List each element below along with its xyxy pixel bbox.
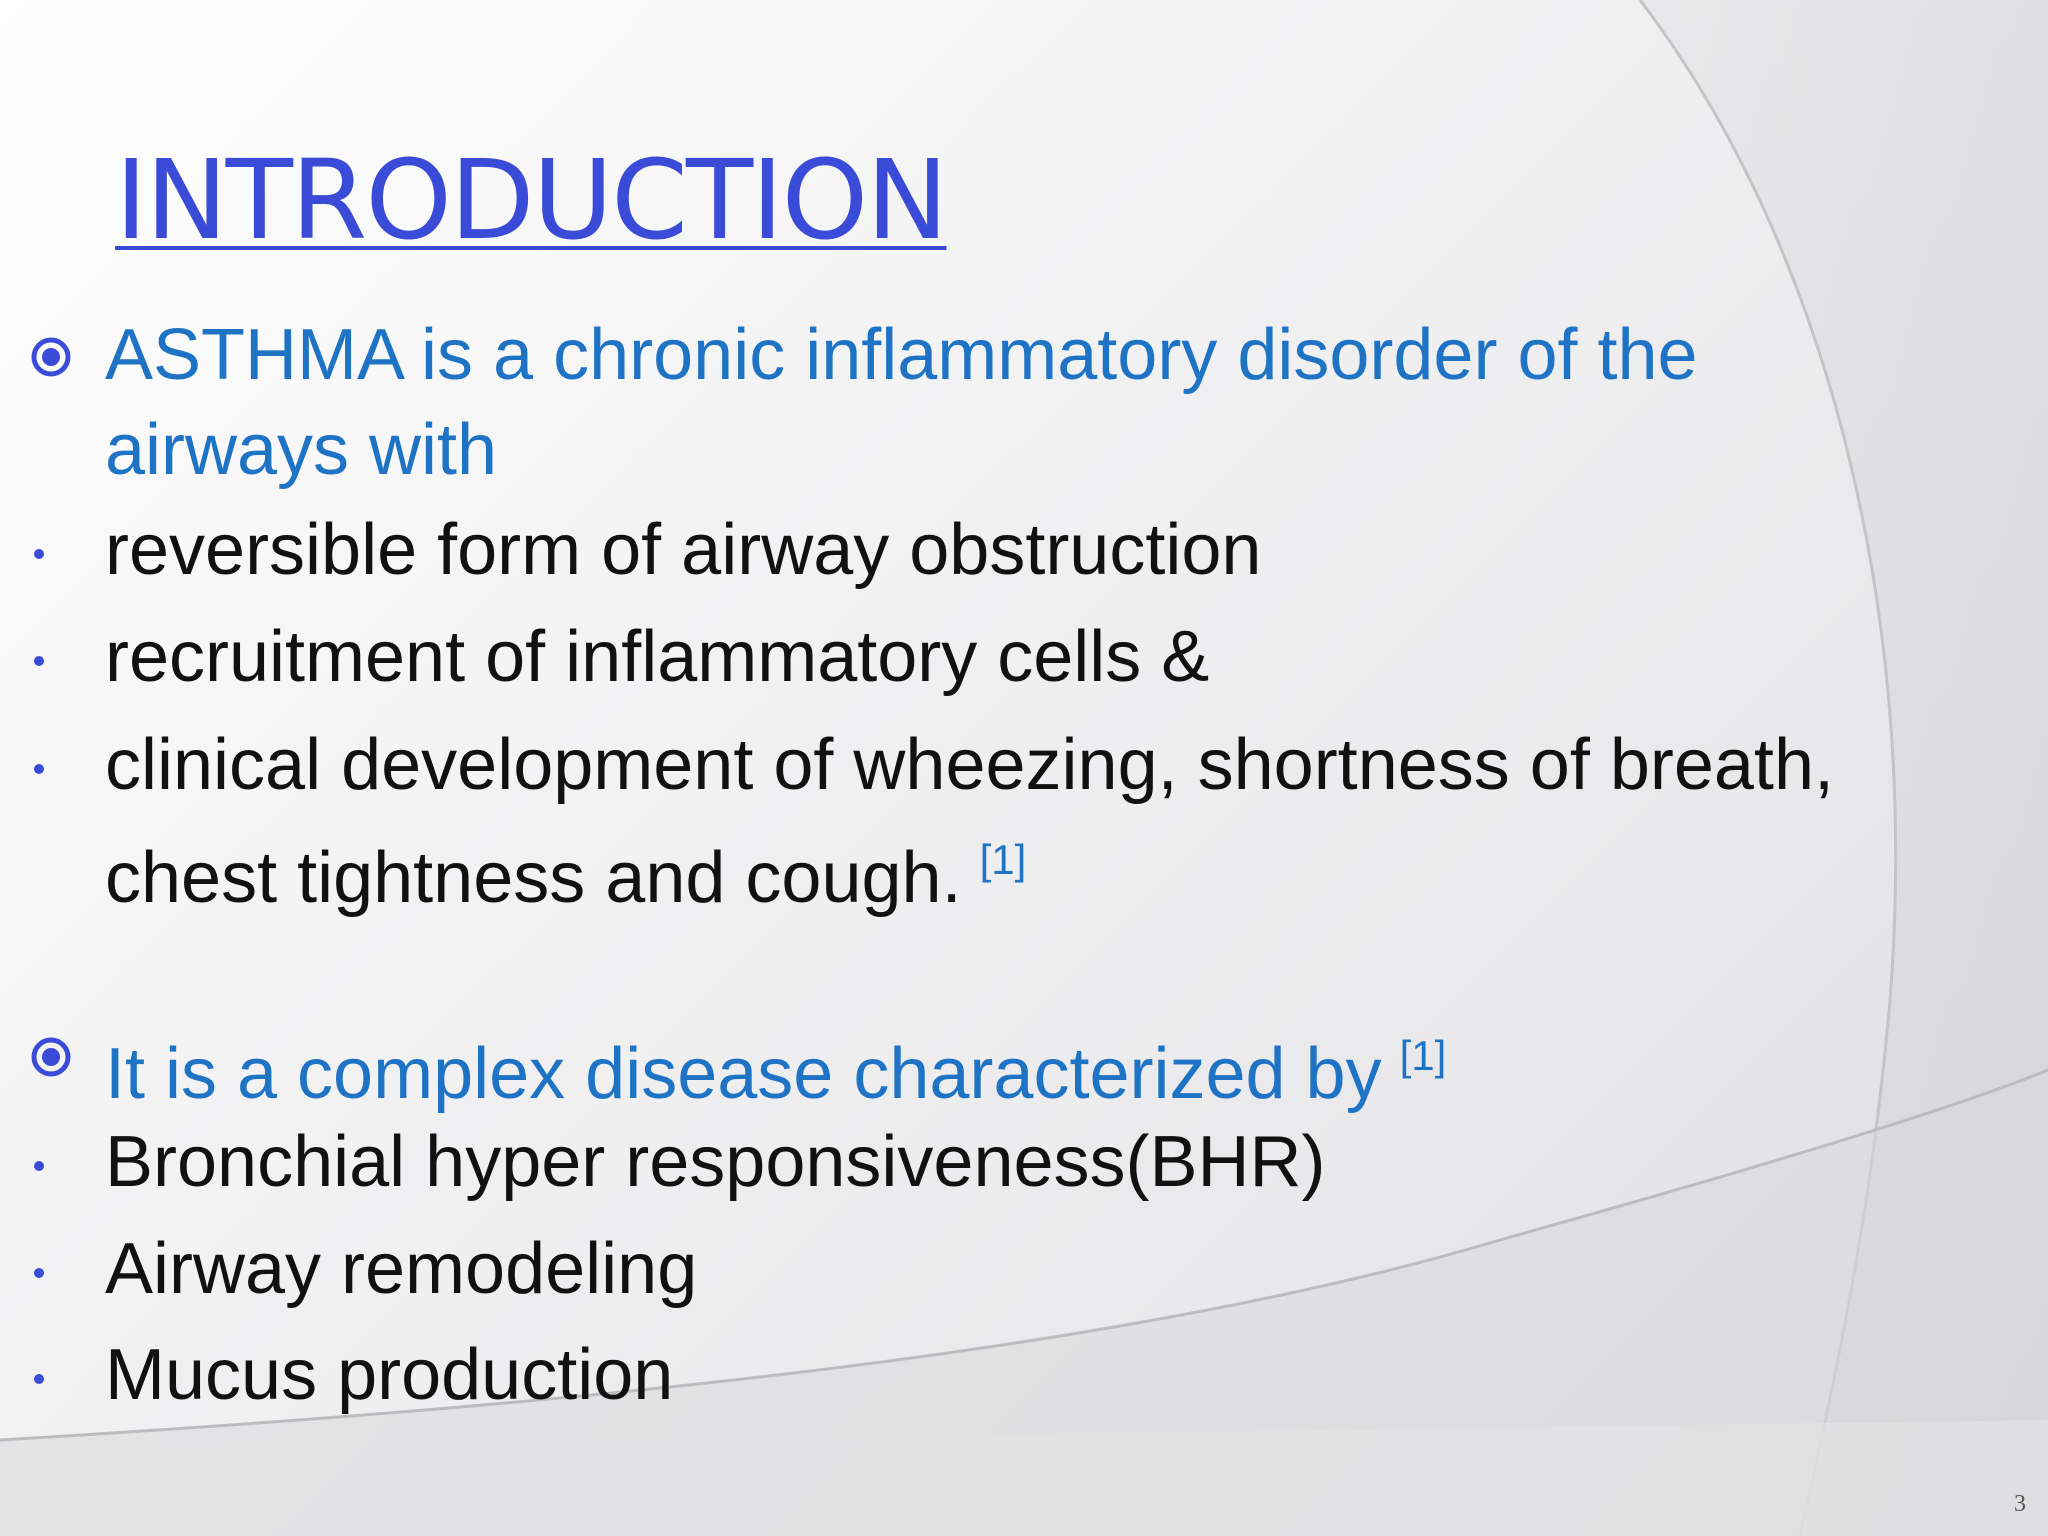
bullet-item	[105, 1328, 673, 1423]
lead-bullet-item	[105, 1008, 1446, 1122]
dot-icon	[34, 1268, 44, 1278]
target-circle-icon	[30, 1036, 72, 1078]
citation: [1]	[1399, 1032, 1447, 1079]
lead-bullet-item	[105, 308, 1698, 403]
page-number: 3	[2014, 1491, 2026, 1517]
bullet-item	[105, 1115, 1326, 1210]
dot-icon	[34, 1374, 44, 1384]
bullet-text: Mucus production	[105, 1335, 674, 1415]
bullet-item	[105, 1222, 697, 1317]
lead-bullet-continuation	[105, 403, 497, 498]
bullet-item	[105, 718, 1834, 813]
bullet-text: reversible form of airway obstruction	[105, 510, 1262, 590]
bullet-item	[105, 610, 1209, 705]
bullet-item	[105, 503, 1261, 598]
dot-icon	[34, 1161, 44, 1171]
bullet-text: recruitment of inflammatory cells &	[105, 617, 1210, 697]
bullet-text: clinical development of wheezing, shortness of breath,	[105, 725, 1834, 805]
bullet-item-continuation	[105, 812, 1026, 926]
dot-icon	[34, 656, 44, 666]
lead-line: ASTHMA is a chronic inflammatory disorder of the	[105, 315, 1698, 395]
bullet-text: Airway remodeling	[105, 1229, 698, 1309]
slide-title: INTRODUCTION	[115, 136, 947, 264]
lead-line: It is a complex disease characterized by	[105, 1034, 1382, 1114]
citation: [1]	[979, 836, 1027, 883]
bullet-text: Bronchial hyper responsiveness(BHR)	[105, 1122, 1326, 1202]
dot-icon	[34, 549, 44, 559]
bullet-text: chest tightness and cough.	[105, 838, 962, 918]
target-circle-icon	[30, 336, 72, 378]
lead-line: airways with	[105, 410, 498, 490]
dot-icon	[34, 764, 44, 774]
